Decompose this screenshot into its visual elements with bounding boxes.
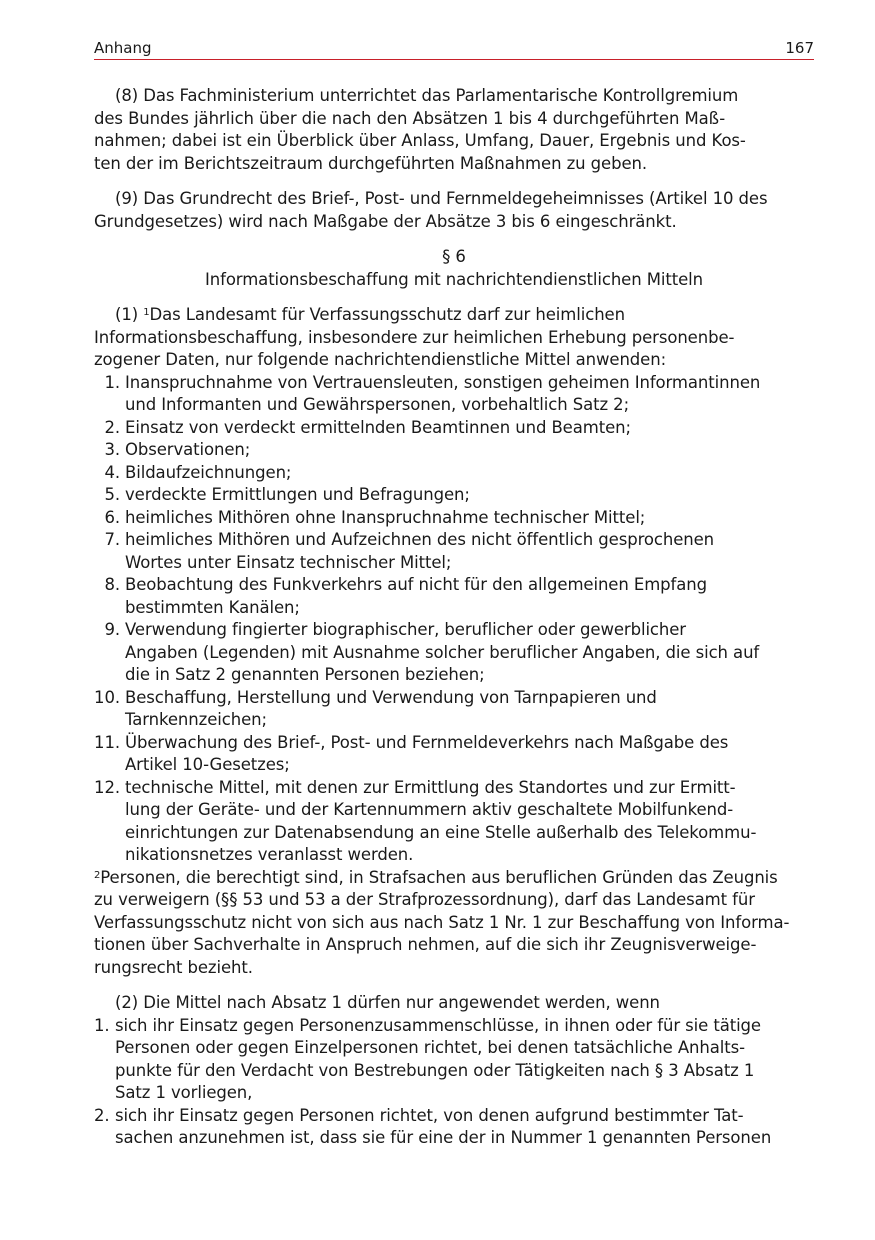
list-number: 5. (104, 485, 120, 504)
text-line: die in Satz 2 genannten Personen beziehen; (125, 665, 485, 684)
text-line: punkte für den Verdacht von Bestrebungen oder Tätigkeiten nach § 3 Absatz 1 (115, 1060, 755, 1080)
page-number: 167 (785, 39, 814, 57)
sentence-marker: 2 (94, 869, 101, 881)
text-line: Grundgesetzes) wird nach Maßgabe der Absätze 3 bis 6 eingeschränkt. (94, 211, 677, 231)
list-number: 4. (104, 462, 120, 482)
section-number: § 6 (442, 247, 466, 266)
text-line: Inanspruchnahme von Vertrauensleuten, sonstigen geheimen Informantinnen (125, 372, 761, 392)
list-number: 11. (94, 732, 120, 752)
text-line: Verwendung fingierter biographischer, beruflicher oder gewerblicher (125, 620, 686, 639)
text-line: technische Mittel, mit denen zur Ermittlung des Standortes und zur Ermitt- (125, 777, 736, 797)
text-line (94, 304, 814, 327)
list-item (94, 619, 814, 687)
list-number: 3. (104, 440, 120, 459)
body-text (94, 85, 814, 1150)
text-line: heimliches Mithören ohne Inanspruchnahme technischer Mittel; (125, 507, 646, 527)
list-number: 12. (94, 777, 120, 797)
list-number: 2. (104, 417, 120, 437)
text-line: Tarnkennzeichen; (125, 710, 267, 729)
list-number: 6. (104, 507, 120, 527)
list-item (94, 507, 814, 530)
text-line: Bildaufzeichnungen; (125, 462, 292, 482)
text-line: Informationsbeschaffung, insbesondere zur heimlichen Erhebung personenbe- (94, 327, 735, 347)
sentence-marker: 1 (143, 307, 150, 318)
list-item (94, 574, 814, 619)
list-item (94, 439, 814, 462)
text-line: und Informanten und Gewährspersonen, vorbehaltlich Satz 2; (125, 395, 630, 414)
list-item (94, 417, 814, 440)
text-line: (8) Das Fachministerium unterrichtet das Parlamentarische Kontrollgremium (115, 86, 739, 105)
list-number: 1. (104, 372, 120, 392)
list-item (94, 1015, 814, 1105)
text-line-content: Das Landesamt für Verfassungsschutz darf zur heimlichen (149, 305, 625, 324)
conditions-list (94, 1015, 814, 1150)
list-item (94, 777, 814, 867)
list-item (94, 529, 814, 574)
section-heading (94, 246, 814, 291)
paragraph-8 (94, 85, 814, 175)
s6-paragraph-2 (94, 992, 814, 1015)
section-label: Anhang (94, 39, 152, 57)
text-line: nahmen; dabei ist ein Überblick über Anlass, Umfang, Dauer, Ergebnis und Kos- (94, 131, 746, 150)
text-line: bestimmten Kanälen; (125, 597, 300, 617)
s6-paragraph-1 (94, 304, 814, 372)
text-line: des Bundes jährlich über die nach den Absätzen 1 bis 4 durchgeführten Maß- (94, 108, 726, 128)
text-line: ten der im Berichtszeitraum durchgeführten Maßnahmen zu geben. (94, 153, 647, 173)
list-number: 9. (104, 620, 120, 639)
list-item (94, 687, 814, 732)
list-number: 8. (104, 575, 120, 594)
text-line: Einsatz von verdeckt ermittelnden Beamtinnen und Beamten; (125, 417, 631, 437)
list-item (94, 372, 814, 417)
text-line-content: Personen, die berechtigt sind, in Strafsachen aus beruflichen Gründen das Zeugnis (100, 867, 778, 887)
text-line: tionen über Sachverhalte in Anspruch nehmen, auf die sich ihr Zeugnisverweige- (94, 935, 757, 954)
list-item (94, 462, 814, 485)
list-number: 10. (94, 687, 120, 707)
list-number: 7. (104, 530, 120, 549)
text-line: Satz 1 vorliegen, (115, 1083, 253, 1102)
text-line: sich ihr Einsatz gegen Personen richtet, von denen aufgrund bestimmter Tat- (115, 1105, 744, 1125)
section-title: Informationsbeschaffung mit nachrichtendienstlichen Mitteln (204, 269, 703, 289)
s6-paragraph-1-sentence-2 (94, 867, 814, 980)
text-line: sachen anzunehmen ist, dass sie für eine der in Nummer 1 genannten Personen (115, 1128, 772, 1147)
text-line: (9) Das Grundrecht des Brief-, Post- und Fernmeldegeheimnisses (Artikel 10 des (115, 189, 768, 208)
text-line: heimliches Mithören und Aufzeichnen des nicht öffentlich gesprochenen (125, 530, 715, 549)
text-line: (2) Die Mittel nach Absatz 1 dürfen nur angewendet werden, wenn (115, 993, 660, 1012)
text-line: Angaben (Legenden) mit Ausnahme solcher beruflicher Angaben, die sich auf (125, 642, 760, 662)
text-line: Überwachung des Brief-, Post- und Fernmeldeverkehrs nach Maßgabe des (125, 732, 729, 752)
list-item (94, 1105, 814, 1150)
text-line: Beobachtung des Funkverkehrs auf nicht für den allgemeinen Empfang (125, 575, 707, 594)
paragraph-marker: (1) (115, 305, 144, 324)
running-head (94, 37, 814, 60)
text-line: verdeckte Ermittlungen und Befragungen; (125, 485, 470, 504)
text-line: Verfassungsschutz nicht von sich aus nach Satz 1 Nr. 1 zur Beschaffung von Informa- (94, 912, 790, 932)
text-line: einrichtungen zur Datenabsendung an eine Stelle außerhalb des Telekommu- (125, 822, 757, 842)
list-item (94, 732, 814, 777)
text-line: Artikel 10-Gesetzes; (125, 755, 290, 774)
text-line: lung der Geräte- und der Kartennummern aktiv geschaltete Mobilfunkend- (125, 800, 734, 819)
text-line: Observationen; (125, 440, 251, 459)
text-line (94, 867, 814, 890)
text-line: rungsrecht bezieht. (94, 957, 253, 977)
text-line: Personen oder gegen Einzelpersonen richtet, bei denen tatsächliche Anhalts- (115, 1038, 745, 1057)
list-number: 2. (94, 1105, 110, 1125)
text-line: nikationsnetzes veranlasst werden. (125, 845, 414, 864)
text-line: zogener Daten, nur folgende nachrichtendienstliche Mittel anwenden: (94, 350, 667, 369)
list-item (94, 484, 814, 507)
list-number: 1. (94, 1015, 110, 1035)
text-line: sich ihr Einsatz gegen Personenzusammenschlüsse, in ihnen oder für sie tätige (115, 1015, 761, 1035)
text-line: Beschaffung, Herstellung und Verwendung von Tarnpapieren und (125, 687, 657, 707)
means-list (94, 372, 814, 867)
text-line: zu verweigern (§§ 53 und 53 a der Strafprozessordnung), darf das Landesamt für (94, 890, 755, 909)
paragraph-9 (94, 188, 814, 233)
text-line: Wortes unter Einsatz technischer Mittel; (125, 552, 452, 572)
